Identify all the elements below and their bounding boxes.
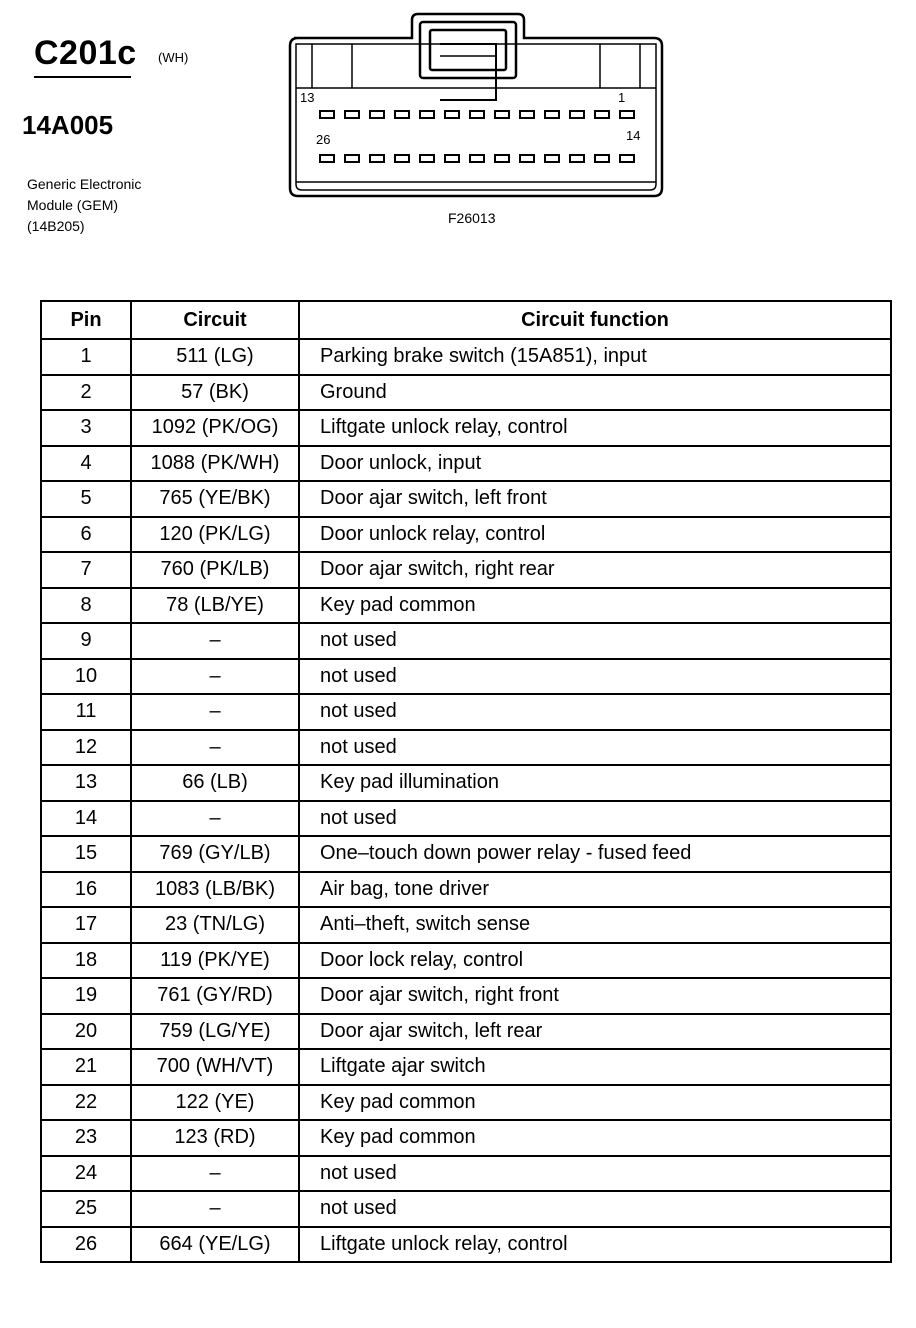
pin-slot	[520, 111, 534, 118]
circuit-cell: 120 (PK/LG)	[131, 517, 299, 553]
table-row	[41, 659, 891, 695]
pin-slot	[495, 111, 509, 118]
function-cell: Key pad common	[299, 1120, 891, 1156]
circuit-cell: 511 (LG)	[131, 339, 299, 375]
circuit-cell: –	[131, 694, 299, 730]
table-row	[41, 978, 891, 1014]
circuit-cell: 57 (BK)	[131, 375, 299, 411]
function-cell: Key pad common	[299, 588, 891, 624]
pin-cell: 2	[41, 375, 131, 411]
connector-id: C201c	[34, 34, 137, 72]
function-cell: Ground	[299, 375, 891, 411]
table-row	[41, 1156, 891, 1192]
table-row	[41, 1014, 891, 1050]
pin-slot	[395, 111, 409, 118]
function-cell: Door lock relay, control	[299, 943, 891, 979]
function-cell: Liftgate unlock relay, control	[299, 410, 891, 446]
function-cell: not used	[299, 659, 891, 695]
table-row	[41, 1120, 891, 1156]
circuit-cell: –	[131, 1191, 299, 1227]
module-name-line: (14B205)	[27, 218, 85, 234]
function-cell: Door ajar switch, right front	[299, 978, 891, 1014]
pin-slot	[445, 155, 459, 162]
pin-slot	[320, 155, 334, 162]
pin-cell: 15	[41, 836, 131, 872]
table-row	[41, 836, 891, 872]
pin-cell: 21	[41, 1049, 131, 1085]
pin-slot	[595, 155, 609, 162]
table-row	[41, 1191, 891, 1227]
pin-cell: 10	[41, 659, 131, 695]
circuit-cell: 23 (TN/LG)	[131, 907, 299, 943]
circuit-cell: 66 (LB)	[131, 765, 299, 801]
pin-cell: 17	[41, 907, 131, 943]
circuit-cell: 123 (RD)	[131, 1120, 299, 1156]
pin-slot	[345, 155, 359, 162]
function-cell: not used	[299, 1191, 891, 1227]
pin-cell: 12	[41, 730, 131, 766]
pin-label-bottom-left: 26	[316, 132, 331, 147]
pin-slot	[345, 111, 359, 118]
function-cell: Anti–theft, switch sense	[299, 907, 891, 943]
table-row	[41, 1227, 891, 1263]
header-circuit: Circuit	[131, 301, 299, 339]
pin-cell: 8	[41, 588, 131, 624]
function-cell: Key pad common	[299, 1085, 891, 1121]
pin-table	[40, 300, 892, 1263]
circuit-cell: –	[131, 1156, 299, 1192]
circuit-cell: –	[131, 801, 299, 837]
function-cell: not used	[299, 801, 891, 837]
circuit-cell: 760 (PK/LB)	[131, 552, 299, 588]
circuit-cell: –	[131, 623, 299, 659]
circuit-cell: 1083 (LB/BK)	[131, 872, 299, 908]
pin-slot	[320, 111, 334, 118]
pin-slot	[595, 111, 609, 118]
connector-id-underline	[34, 76, 131, 78]
circuit-cell: 1088 (PK/WH)	[131, 446, 299, 482]
table-row	[41, 339, 891, 375]
table-row	[41, 375, 891, 411]
circuit-cell: 1092 (PK/OG)	[131, 410, 299, 446]
pin-cell: 1	[41, 339, 131, 375]
latch-inner	[430, 30, 506, 70]
table-row	[41, 1049, 891, 1085]
pin-slot	[495, 155, 509, 162]
pin-cell: 16	[41, 872, 131, 908]
table-row	[41, 872, 891, 908]
table-row	[41, 801, 891, 837]
pin-slot	[420, 155, 434, 162]
header-circuit-function: Circuit function	[299, 301, 891, 339]
function-cell: Door unlock relay, control	[299, 517, 891, 553]
circuit-cell: 700 (WH/VT)	[131, 1049, 299, 1085]
function-cell: Parking brake switch (15A851), input	[299, 339, 891, 375]
pin-slot	[620, 155, 634, 162]
pin-slot	[370, 155, 384, 162]
module-name	[27, 174, 141, 237]
pin-slot	[620, 111, 634, 118]
pin-cell: 18	[41, 943, 131, 979]
connector-diagram	[284, 10, 668, 204]
circuit-cell: 769 (GY/LB)	[131, 836, 299, 872]
table-header-row	[41, 301, 891, 339]
connector-color: (WH)	[158, 50, 189, 65]
function-cell: not used	[299, 623, 891, 659]
function-cell: Door ajar switch, left rear	[299, 1014, 891, 1050]
pin-slot	[395, 155, 409, 162]
circuit-cell: 761 (GY/RD)	[131, 978, 299, 1014]
circuit-cell: –	[131, 659, 299, 695]
table-row	[41, 446, 891, 482]
header-pin: Pin	[41, 301, 131, 339]
circuit-cell: 122 (YE)	[131, 1085, 299, 1121]
pin-label-top-left: 13	[300, 90, 315, 105]
pin-cell: 20	[41, 1014, 131, 1050]
pin-cell: 6	[41, 517, 131, 553]
table-row	[41, 623, 891, 659]
pin-slot	[545, 155, 559, 162]
circuit-cell: –	[131, 730, 299, 766]
function-cell: not used	[299, 1156, 891, 1192]
pin-slot	[470, 111, 484, 118]
pin-slot	[520, 155, 534, 162]
table-row	[41, 765, 891, 801]
function-cell: Door unlock, input	[299, 446, 891, 482]
table-row	[41, 730, 891, 766]
table-row	[41, 907, 891, 943]
function-cell: Liftgate ajar switch	[299, 1049, 891, 1085]
function-cell: Door ajar switch, right rear	[299, 552, 891, 588]
table-row	[41, 943, 891, 979]
part-number: 14A005	[22, 110, 114, 140]
table-row	[41, 481, 891, 517]
pin-label-bottom-right: 14	[626, 128, 641, 143]
pin-cell: 19	[41, 978, 131, 1014]
pin-cell: 26	[41, 1227, 131, 1263]
pin-slot	[545, 111, 559, 118]
pin-slot	[570, 155, 584, 162]
pin-cell: 4	[41, 446, 131, 482]
pin-cell: 14	[41, 801, 131, 837]
pin-cell: 22	[41, 1085, 131, 1121]
function-cell: One–touch down power relay - fused feed	[299, 836, 891, 872]
module-name-line: Generic Electronic	[27, 176, 142, 192]
function-cell: not used	[299, 730, 891, 766]
pin-slot	[570, 111, 584, 118]
pin-cell: 25	[41, 1191, 131, 1227]
circuit-cell: 759 (LG/YE)	[131, 1014, 299, 1050]
pin-slot	[470, 155, 484, 162]
function-cell: Air bag, tone driver	[299, 872, 891, 908]
pin-slot	[370, 111, 384, 118]
pin-cell: 7	[41, 552, 131, 588]
pin-slot	[445, 111, 459, 118]
pin-label-top-right: 1	[618, 90, 626, 105]
table-row	[41, 1085, 891, 1121]
table-row	[41, 517, 891, 553]
connector-body-outline	[290, 14, 662, 196]
table-row	[41, 694, 891, 730]
pin-slot	[420, 111, 434, 118]
circuit-cell: 78 (LB/YE)	[131, 588, 299, 624]
pin-cell: 5	[41, 481, 131, 517]
pin-cell: 11	[41, 694, 131, 730]
function-cell: Door ajar switch, left front	[299, 481, 891, 517]
table-row	[41, 410, 891, 446]
circuit-cell: 119 (PK/YE)	[131, 943, 299, 979]
pin-cell: 13	[41, 765, 131, 801]
pin-cell: 24	[41, 1156, 131, 1192]
pin-cell: 3	[41, 410, 131, 446]
latch-tab	[440, 44, 496, 100]
circuit-cell: 765 (YE/BK)	[131, 481, 299, 517]
function-cell: Liftgate unlock relay, control	[299, 1227, 891, 1263]
pin-cell: 23	[41, 1120, 131, 1156]
function-cell: Key pad illumination	[299, 765, 891, 801]
function-cell: not used	[299, 694, 891, 730]
table-row	[41, 552, 891, 588]
module-name-line: Module (GEM)	[27, 197, 119, 213]
pin-cell: 9	[41, 623, 131, 659]
table-row	[41, 588, 891, 624]
circuit-cell: 664 (YE/LG)	[131, 1227, 299, 1263]
figure-id: F26013	[448, 210, 496, 226]
